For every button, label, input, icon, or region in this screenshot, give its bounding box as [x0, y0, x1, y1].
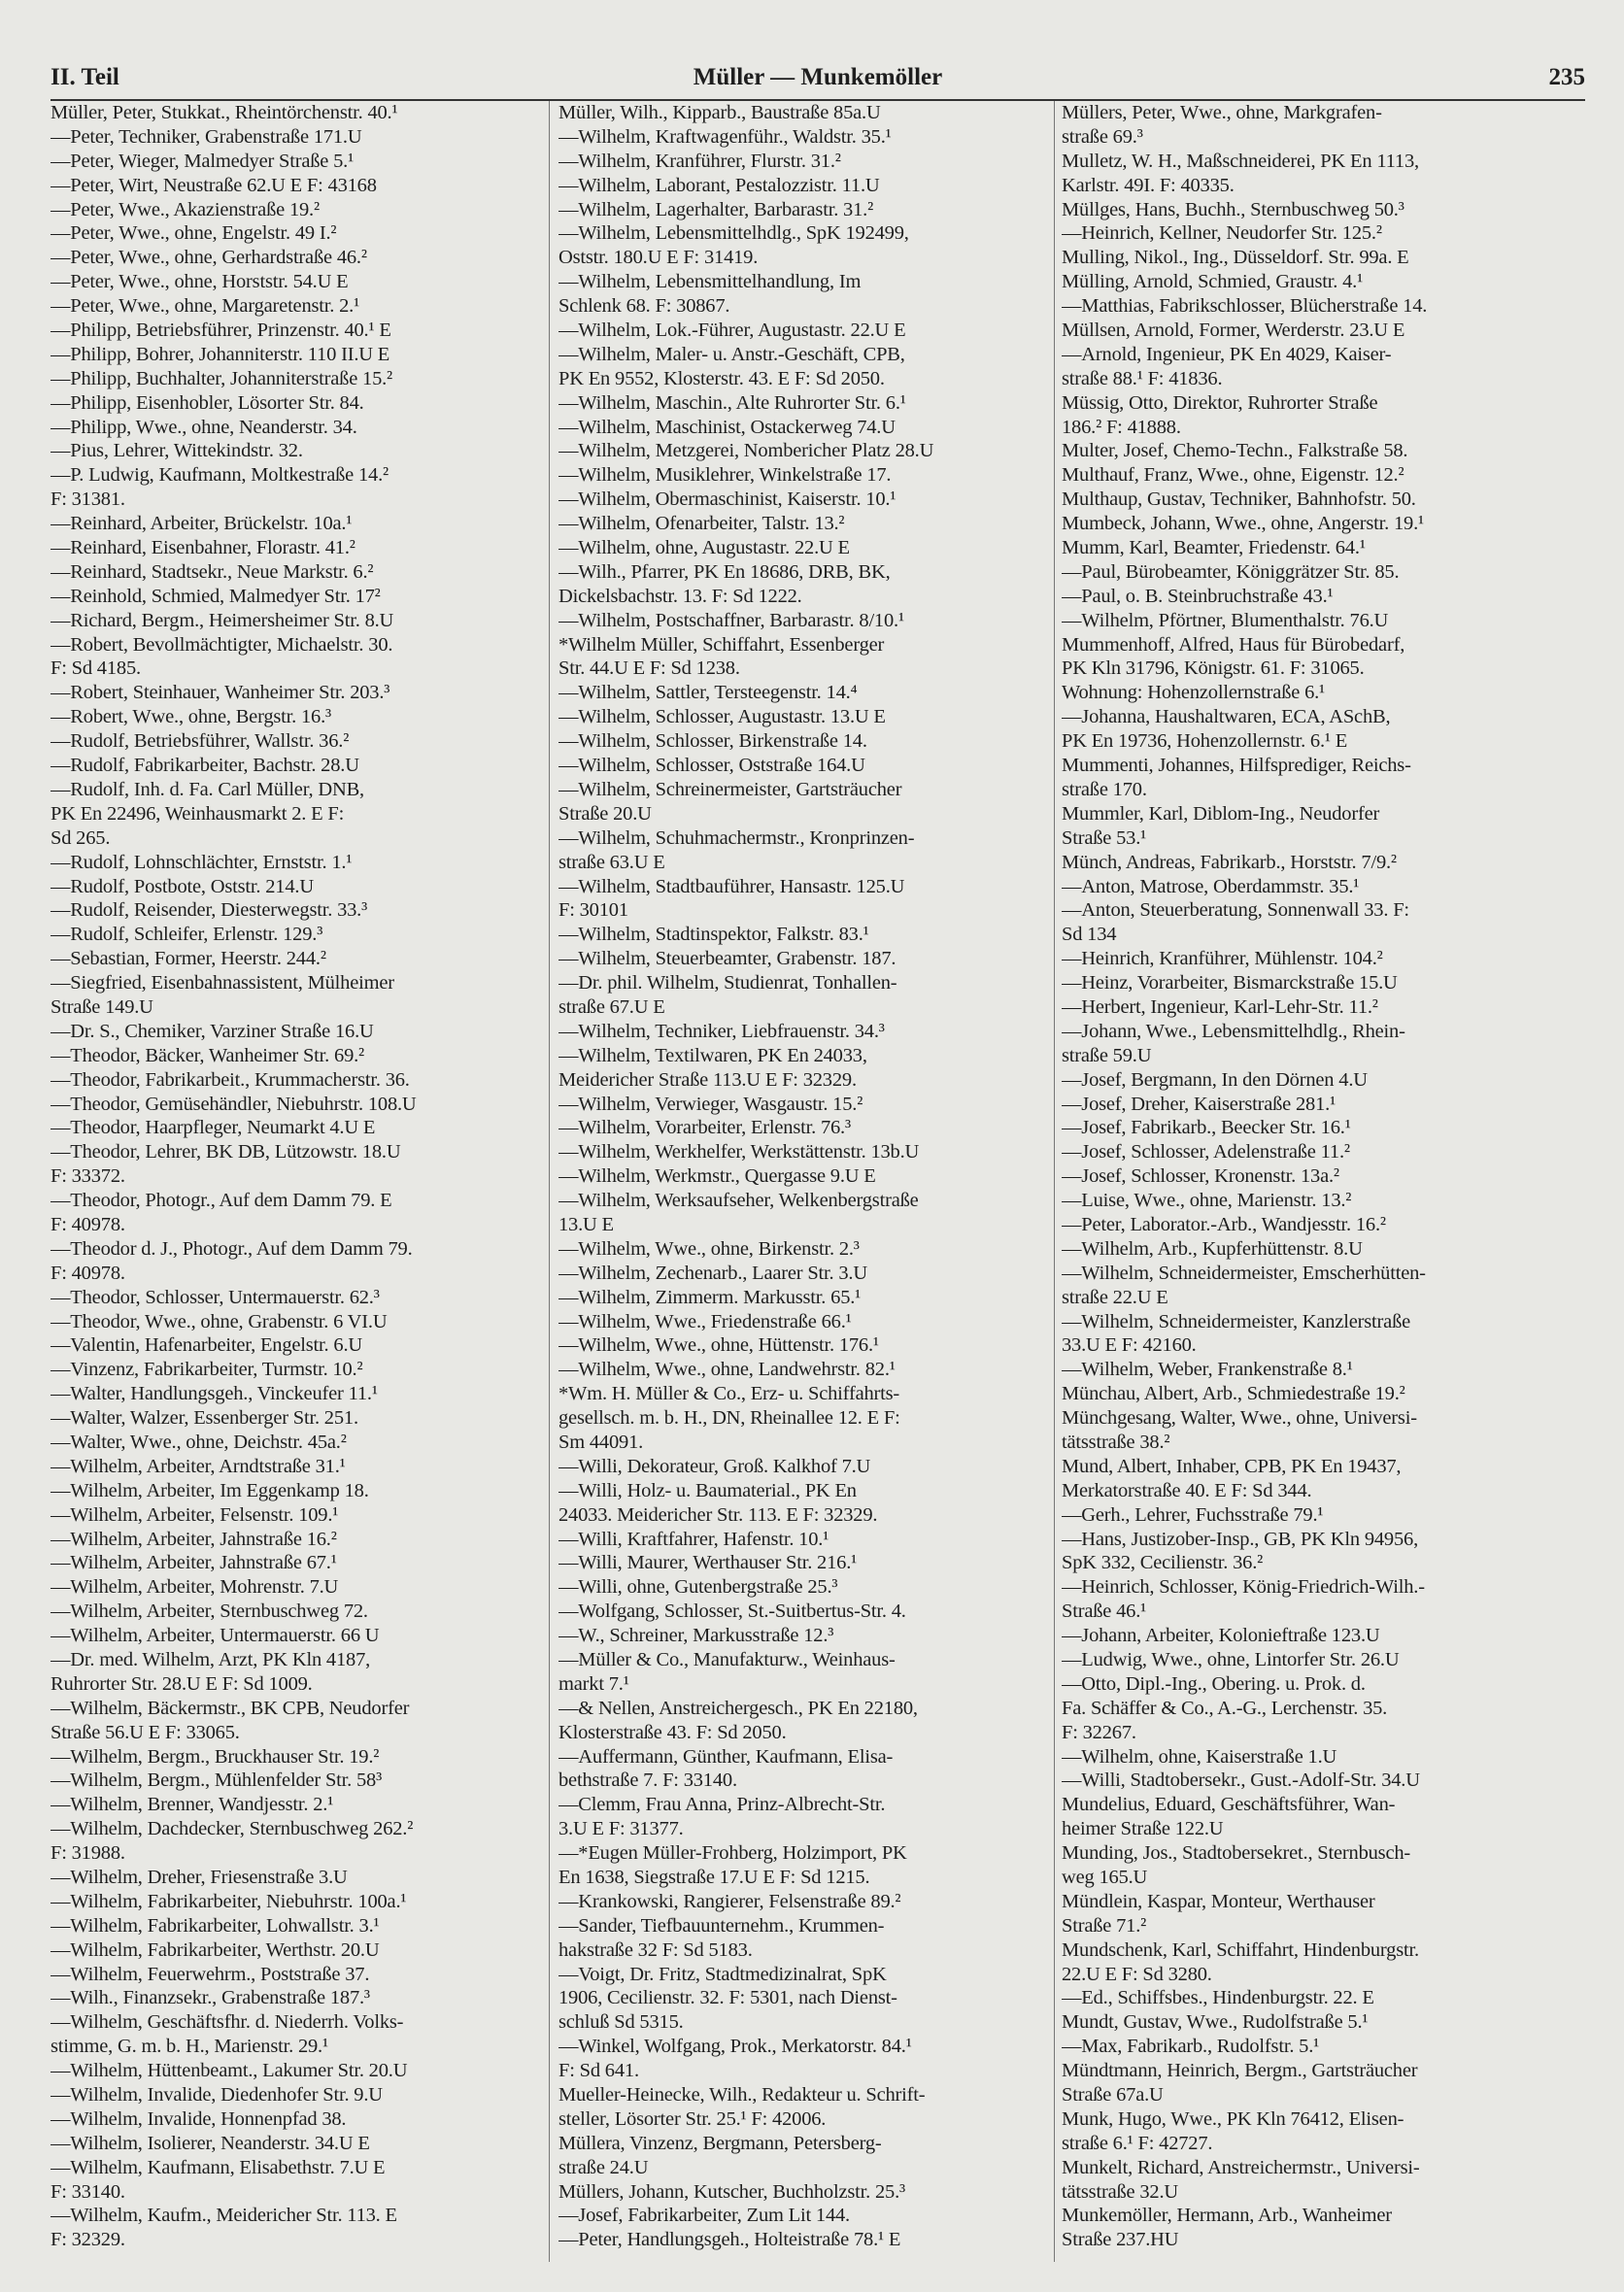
directory-entry-line: —Josef, Fabrikarb., Beecker Str. 16.¹ [1062, 1117, 1351, 1139]
directory-entry-line: —Wilhelm, Feuerwehrm., Poststraße 37. [51, 1963, 370, 1985]
directory-entry-line: Straße 20.U [558, 802, 652, 825]
directory-entry-line: —Ludwig, Wwe., ohne, Lintorfer Str. 26.U [1062, 1649, 1400, 1670]
directory-entry-line: —Robert, Wwe., ohne, Bergstr. 16.³ [51, 706, 331, 728]
directory-entry-line: Munkemöller, Hermann, Arb., Wanheimer [1062, 2205, 1392, 2227]
directory-entry-line: PK Kln 31796, Königstr. 61. F: 31065. [1062, 657, 1365, 680]
directory-entry-line: straße 6.¹ F: 42727. [1062, 2132, 1213, 2154]
directory-entry-line: —Peter, Wirt, Neustraße 62.U E F: 43168 [51, 174, 377, 196]
directory-entry-line: —Rudolf, Fabrikarbeiter, Bachstr. 28.U [51, 755, 359, 777]
directory-entry-line: —Wilhelm, Bergm., Mühlenfelder Str. 58³ [51, 1770, 383, 1792]
directory-entry-line: —Johanna, Haushaltwaren, ECA, ASchB, [1062, 706, 1391, 728]
directory-entry-line: —Johann, Wwe., Lebensmittelhdlg., Rhein- [1062, 1020, 1405, 1042]
directory-entry-line: —Theodor d. J., Photogr., Auf dem Damm 79. [51, 1237, 413, 1260]
directory-entry-line: —W., Schreiner, Markusstraße 12.³ [558, 1625, 834, 1647]
directory-entry-line: —Wilhelm, Bergm., Bruckhauser Str. 19.² [51, 1745, 380, 1768]
column-divider [549, 101, 550, 2262]
directory-entry-line: F: 40978. [51, 1213, 125, 1235]
directory-entry-line: Mumm, Karl, Beamter, Friedenstr. 64.¹ [1062, 537, 1366, 559]
directory-entry-line: Mundelius, Eduard, Geschäftsführer, Wan- [1062, 1794, 1396, 1816]
directory-entry-line: PK En 9552, Klosterstr. 43. E F: Sd 2050. [558, 367, 885, 389]
directory-entry-line: 1906, Cecilienstr. 32. F: 5301, nach Dienst- [558, 1987, 897, 2009]
directory-entry-line: *Wilhelm Müller, Schiffahrt, Essenberger [558, 633, 885, 656]
directory-entry-line: —Wilhelm, Arbeiter, Mohrenstr. 7.U [51, 1576, 339, 1599]
directory-entry-line: —P. Ludwig, Kaufmann, Moltkestraße 14.² [51, 464, 389, 487]
directory-entry-line: —Wilhelm, Wwe., ohne, Hüttenstr. 176.¹ [558, 1334, 879, 1357]
directory-entry-line: —Wilhelm, Musiklehrer, Winkelstraße 17. [558, 464, 892, 487]
directory-entry-line: —Theodor, Haarpfleger, Neumarkt 4.U E [51, 1117, 376, 1139]
directory-entry-line: Straße 149.U [51, 995, 153, 1018]
directory-entry-line: —Hans, Justizober-Insp., GB, PK Kln 94956, [1062, 1528, 1419, 1550]
directory-entry-line: Mummenhoff, Alfred, Haus für Bürobedarf, [1062, 633, 1405, 656]
directory-entry-line: Münch, Andreas, Fabrikarb., Horststr. 7/9.² [1062, 851, 1397, 873]
directory-entry-line: —Wilhelm, Zimmerm. Markusstr. 65.¹ [558, 1286, 862, 1308]
directory-entry-line: schluß Sd 5315. [558, 2011, 684, 2034]
directory-entry-line: —Josef, Bergmann, In den Dörnen 4.U [1062, 1068, 1368, 1091]
directory-entry-line: Schlenk 68. F: 30867. [558, 295, 730, 318]
directory-entry-line: —Wilhelm, Sattler, Tersteegenstr. 14.⁴ [558, 682, 858, 704]
directory-entry-line: —Josef, Fabrikarbeiter, Zum Lit 144. [558, 2205, 850, 2227]
directory-entry-line: Müller, Peter, Stukkat., Rheintörchenstr. 40.¹ [51, 102, 398, 123]
directory-entry-line: —Rudolf, Reisender, Diesterwegstr. 33.³ [51, 899, 368, 922]
directory-entry-line: —Wilhelm, Lagerhalter, Barbarastr. 31.² [558, 198, 874, 220]
directory-entry-line: —Philipp, Wwe., ohne, Neanderstr. 34. [51, 416, 357, 438]
directory-entry-line: Multhaup, Gustav, Techniker, Bahnhofstr. 50. [1062, 489, 1416, 511]
directory-entry-line: Mulling, Nikol., Ing., Düsseldorf. Str. 99a. E [1062, 247, 1409, 269]
directory-column-3 [1062, 101, 1586, 2252]
directory-entry-line: —Wilhelm, Maschin., Alte Ruhrorter Str. 6.¹ [558, 391, 906, 414]
directory-entry-line: —Reinhard, Stadtsekr., Neue Markstr. 6.² [51, 560, 374, 583]
directory-entry-line: Mumbeck, Johann, Wwe., ohne, Angerstr. 19.¹ [1062, 513, 1424, 535]
directory-entry-line: —Wilhelm, Steuerbeamter, Grabenstr. 187. [558, 948, 897, 970]
directory-entry-line: —Wilhelm, Ofenarbeiter, Talstr. 13.² [558, 513, 845, 535]
directory-entry-line: Müllges, Hans, Buchh., Sternbuschweg 50.³ [1062, 198, 1404, 220]
directory-entry-line: —Josef, Schlosser, Kronenstr. 13a.² [1062, 1165, 1339, 1188]
directory-entry-line: —Rudolf, Betriebsführer, Wallstr. 36.² [51, 730, 350, 753]
directory-entry-line: —Wilhelm, Obermaschinist, Kaiserstr. 10.¹ [558, 489, 897, 511]
directory-entry-line: Straße 67a.U [1062, 2084, 1164, 2107]
directory-entry-line: 24033. Meidericher Str. 113. E F: 32329. [558, 1503, 878, 1526]
directory-entry-line: —Max, Fabrikarb., Rudolfstr. 5.¹ [1062, 2036, 1320, 2058]
directory-entry-line: —Auffermann, Günther, Kaufmann, Elisa- [558, 1745, 894, 1768]
directory-entry-line: straße 88.¹ F: 41836. [1062, 367, 1223, 389]
directory-entry-line: —Wilhelm, Geschäftsfhr. d. Niederrh. Volks- [51, 2011, 404, 2034]
directory-entry-line: —Willi, Holz- u. Baumaterial., PK En [558, 1479, 857, 1501]
page-header [51, 60, 1585, 101]
directory-entry-line: 22.U E F: Sd 3280. [1062, 1963, 1212, 1985]
directory-entry-line: F: 30101 [558, 899, 628, 922]
directory-entry-line: —Paul, Bürobeamter, Königgrätzer Str. 85. [1062, 560, 1400, 583]
directory-entry-line: SpK 332, Cecilienstr. 36.² [1062, 1552, 1264, 1574]
directory-entry-line: —& Nellen, Anstreichergesch., PK En 22180, [558, 1697, 918, 1719]
directory-entry-line: Müllera, Vinzenz, Bergmann, Petersberg- [558, 2132, 882, 2154]
directory-entry-line: straße 24.U [558, 2156, 649, 2178]
directory-entry-line: —Heinrich, Kellner, Neudorfer Str. 125.² [1062, 222, 1382, 245]
directory-entry-line: —Rudolf, Postbote, Oststr. 214.U [51, 875, 314, 897]
directory-entry-line: —Peter, Wwe., Akazienstraße 19.² [51, 198, 320, 220]
directory-entry-line: Mummler, Karl, Diblom-Ing., Neudorfer [1062, 802, 1380, 825]
directory-entry-line: —Rudolf, Schleifer, Erlenstr. 129.³ [51, 924, 323, 946]
directory-entry-line: —Rudolf, Lohnschlächter, Ernststr. 1.¹ [51, 851, 353, 873]
directory-entry-line: —Wilhelm, Bäckermstr., BK CPB, Neudorfer [51, 1697, 410, 1719]
directory-entry-line: —Robert, Steinhauer, Wanheimer Str. 203.³ [51, 682, 390, 704]
directory-entry-line: —Valentin, Hafenarbeiter, Engelstr. 6.U [51, 1334, 362, 1357]
directory-entry-line: Mueller-Heinecke, Wilh., Redakteur u. Schrift- [558, 2084, 926, 2107]
directory-entry-line: —Ed., Schiffsbes., Hindenburgstr. 22. E [1062, 1987, 1374, 2009]
directory-entry-line: F: 31988. [51, 1842, 125, 1865]
directory-entry-line: —Dr. med. Wilhelm, Arzt, PK Kln 4187, [51, 1649, 371, 1670]
directory-entry-line: —Willi, Maurer, Werthauser Str. 216.¹ [558, 1552, 858, 1574]
directory-entry-line: —Wilhelm, Schuhmachermstr., Kronprinzen- [558, 826, 915, 849]
directory-entry-line: Mülling, Arnold, Schmied, Graustr. 4.¹ [1062, 271, 1364, 293]
directory-column-2 [558, 101, 1049, 2252]
directory-entry-line: F: 40978. [51, 1262, 125, 1284]
directory-entry-line: —Wilhelm, Werksaufseher, Welkenbergstraße [558, 1190, 919, 1212]
directory-entry-line: Mundschenk, Karl, Schiffahrt, Hindenburgstr. [1062, 1938, 1419, 1961]
directory-entry-line: —Heinz, Vorarbeiter, Bismarckstraße 15.U [1062, 972, 1398, 994]
directory-entry-line: Meidericher Straße 113.U E F: 32329. [558, 1068, 857, 1091]
directory-entry-line: —Wilhelm, Arbeiter, Jahnstraße 67.¹ [51, 1552, 337, 1574]
directory-entry-line: F: 33140. [51, 2180, 125, 2203]
directory-entry-line: —Müller & Co., Manufakturw., Weinhaus- [558, 1649, 896, 1670]
directory-entry-line: —Wilhelm, Textilwaren, PK En 24033, [558, 1044, 867, 1066]
directory-entry-line: —Wilhelm, Postschaffner, Barbarastr. 8/10.¹ [558, 609, 904, 631]
directory-entry-line: —Josef, Schlosser, Adelenstraße 11.² [1062, 1141, 1350, 1163]
directory-entry-line: Oststr. 180.U E F: 31419. [558, 247, 759, 269]
directory-entry-line: —Walter, Walzer, Essenberger Str. 251. [51, 1407, 358, 1430]
page-title: Müller — Munkemöller [693, 64, 943, 90]
directory-entry-line: Wohnung: Hohenzollernstraße 6.¹ [1062, 682, 1325, 704]
directory-entry-line: Müllers, Peter, Wwe., ohne, Markgrafen- [1062, 102, 1382, 123]
directory-entry-line: —Josef, Dreher, Kaiserstraße 281.¹ [1062, 1093, 1336, 1115]
directory-entry-line: Multer, Josef, Chemo-Techn., Falkstraße 58. [1062, 440, 1408, 462]
directory-entry-line: —Luise, Wwe., ohne, Marienstr. 13.² [1062, 1190, 1352, 1212]
directory-entry-line: —Arnold, Ingenieur, PK En 4029, Kaiser- [1062, 343, 1392, 365]
directory-entry-line: —Siegfried, Eisenbahnassistent, Mülheimer [51, 972, 394, 994]
directory-entry-line: F: 32329. [51, 2229, 125, 2251]
directory-entry-line: —Philipp, Betriebsführer, Prinzenstr. 40.¹ E [51, 320, 391, 342]
directory-entry-line: Munkelt, Richard, Anstreichermstr., Universi- [1062, 2156, 1420, 2178]
directory-entry-line: —Reinhard, Arbeiter, Brückelstr. 10a.¹ [51, 513, 353, 535]
directory-entry-line: —Pius, Lehrer, Wittekindstr. 32. [51, 440, 303, 462]
directory-entry-line: Karlstr. 49I. F: 40335. [1062, 174, 1235, 196]
directory-entry-line: —Wilhelm, Brenner, Wandjesstr. 2.¹ [51, 1794, 334, 1816]
page-number: 235 [1548, 64, 1585, 90]
directory-entry-line: —Wilhelm, Stadtinspektor, Falkstr. 83.¹ [558, 924, 869, 946]
directory-entry-line: En 1638, Siegstraße 17.U E F: Sd 1215. [558, 1867, 870, 1889]
directory-entry-line: —Wilhelm, Kranführer, Flurstr. 31.² [558, 150, 841, 172]
directory-entry-line: Mündtmann, Heinrich, Bergm., Gartsträucher [1062, 2060, 1418, 2082]
directory-entry-line: —Willi, Dekorateur, Groß. Kalkhof 7.U [558, 1455, 871, 1477]
directory-entry-line: F: 32267. [1062, 1721, 1136, 1743]
directory-entry-line: —Wilhelm, Invalide, Diedenhofer Str. 9.U [51, 2084, 383, 2107]
directory-entry-line: —Johann, Arbeiter, Kolonieftraße 123.U [1062, 1625, 1380, 1647]
directory-entry-line: straße 170. [1062, 778, 1147, 800]
directory-entry-line: —Heinrich, Schlosser, König-Friedrich-Wilh.- [1062, 1576, 1425, 1599]
directory-entry-line: Straße 71.² [1062, 1914, 1147, 1937]
directory-entry-line: 33.U E F: 42160. [1062, 1334, 1197, 1357]
directory-entry-line: —Dr. S., Chemiker, Varziner Straße 16.U [51, 1020, 374, 1042]
directory-entry-line: —Wilhelm, Arb., Kupferhüttenstr. 8.U [1062, 1237, 1363, 1260]
directory-entry-line: straße 69.³ [1062, 125, 1143, 148]
directory-entry-line: Str. 44.U E F: Sd 1238. [558, 657, 740, 680]
directory-entry-line: —Wilhelm, Schreinermeister, Gartsträucher [558, 778, 902, 800]
directory-entry-line: —Peter, Wieger, Malmedyer Straße 5.¹ [51, 150, 355, 172]
directory-entry-line: tätsstraße 38.² [1062, 1431, 1170, 1453]
directory-entry-line: —Wilhelm, Arbeiter, Arndtstraße 31.¹ [51, 1455, 346, 1477]
directory-entry-line: —Theodor, Bäcker, Wanheimer Str. 69.² [51, 1044, 364, 1066]
directory-entry-line: F: 31381. [51, 489, 125, 511]
directory-entry-line: Munk, Hugo, Wwe., PK Kln 76412, Elisen- [1062, 2107, 1404, 2130]
directory-entry-line: —Walter, Wwe., ohne, Deichstr. 45a.² [51, 1431, 347, 1453]
directory-entry-line: —Wilhelm, Wwe., ohne, Birkenstr. 2.³ [558, 1237, 860, 1260]
directory-entry-line: stimme, G. m. b. H., Marienstr. 29.¹ [51, 2036, 328, 2058]
directory-entry-line: Sd 265. [51, 826, 111, 849]
directory-entry-line: hakstraße 32 F: Sd 5183. [558, 1938, 753, 1961]
directory-entry-line: Münchgesang, Walter, Wwe., ohne, Universi- [1062, 1407, 1417, 1430]
directory-entry-line: 3.U E F: 31377. [558, 1818, 684, 1840]
directory-entry-line: —Wilhelm, Werkmstr., Quergasse 9.U E [558, 1165, 876, 1188]
directory-entry-line: —Dr. phil. Wilhelm, Studienrat, Tonhallen- [558, 972, 897, 994]
directory-entry-line: —Wilhelm, ohne, Kaiserstraße 1.U [1062, 1745, 1337, 1768]
directory-entry-line: 186.² F: 41888. [1062, 416, 1181, 438]
directory-entry-line: Merkatorstraße 40. E F: Sd 344. [1062, 1479, 1312, 1501]
directory-entry-line: —Wilhelm, Arbeiter, Untermauerstr. 66 U [51, 1625, 380, 1647]
directory-entry-line: —Wilh., Finanzsekr., Grabenstraße 187.³ [51, 1987, 370, 2009]
directory-entry-line: —Clemm, Frau Anna, Prinz-Albrecht-Str. [558, 1794, 886, 1816]
directory-entry-line: markt 7.¹ [558, 1672, 629, 1695]
directory-entry-line: Fa. Schäffer & Co., A.-G., Lerchenstr. 35. [1062, 1697, 1388, 1719]
directory-entry-line: F: Sd 641. [558, 2060, 639, 2082]
directory-entry-line: Multhauf, Franz, Wwe., ohne, Eigenstr. 12.² [1062, 464, 1404, 487]
directory-entry-line: —Wilhelm, Dreher, Friesenstraße 3.U [51, 1867, 348, 1889]
directory-entry-line: PK En 22496, Weinhausmarkt 2. E F: [51, 802, 345, 825]
directory-entry-line: —Reinhold, Schmied, Malmedyer Str. 17² [51, 585, 381, 607]
directory-entry-line: —Peter, Wwe., ohne, Gerhardstraße 46.² [51, 247, 367, 269]
directory-entry-line: —Paul, o. B. Steinbruchstraße 43.¹ [1062, 585, 1334, 607]
directory-entry-line: Straße 46.¹ [1062, 1601, 1147, 1623]
directory-entry-line: Müllers, Johann, Kutscher, Buchholzstr. 25.³ [558, 2180, 905, 2203]
directory-entry-line: —Sebastian, Former, Heerstr. 244.² [51, 948, 326, 970]
directory-entry-line: —Theodor, Gemüsehändler, Niebuhrstr. 108.U [51, 1093, 417, 1115]
directory-entry-line: —Wilhelm, Fabrikarbeiter, Lohwallstr. 3.¹ [51, 1914, 380, 1937]
directory-entry-line: —Matthias, Fabrikschlosser, Blücherstraße 14. [1062, 295, 1428, 318]
directory-entry-line: tätsstraße 32.U [1062, 2180, 1178, 2203]
directory-entry-line: bethstraße 7. F: 33140. [558, 1770, 737, 1792]
directory-entry-line: —Voigt, Dr. Fritz, Stadtmedizinalrat, SpK [558, 1963, 887, 1985]
directory-entry-line: —Wilhelm, Verwieger, Wasgaustr. 15.² [558, 1093, 863, 1115]
directory-entry-line: —Wilhelm, Werkhelfer, Werkstättenstr. 13b.U [558, 1141, 920, 1163]
directory-entry-line: weg 165.U [1062, 1867, 1148, 1889]
directory-entry-line: —Willi, Kraftfahrer, Hafenstr. 10.¹ [558, 1528, 829, 1550]
directory-entry-line: straße 67.U E [558, 995, 665, 1018]
directory-entry-line: Klosterstraße 43. F: Sd 2050. [558, 1721, 787, 1743]
column-divider [1054, 101, 1055, 2262]
directory-entry-line: —Wilhelm, Isolierer, Neanderstr. 34.U E [51, 2132, 370, 2154]
directory-entry-line: —Wilhelm, Lebensmittelhandlung, Im [558, 271, 862, 293]
directory-entry-line: —Wilhelm, Wwe., Friedenstraße 66.¹ [558, 1310, 852, 1332]
directory-entry-line: Dickelsbachstr. 13. F: Sd 1222. [558, 585, 802, 607]
directory-entry-line: Mundt, Gustav, Wwe., Rudolfstraße 5.¹ [1062, 2011, 1369, 2034]
directory-entry-line: —Wilhelm, Kaufm., Meidericher Str. 113. E [51, 2205, 397, 2227]
directory-entry-line: —Wilhelm, Metzgerei, Nombericher Platz 28.U [558, 440, 934, 462]
directory-entry-line: Mund, Albert, Inhaber, CPB, PK En 19437, [1062, 1455, 1402, 1477]
directory-entry-line: —Gerh., Lehrer, Fuchsstraße 79.¹ [1062, 1503, 1324, 1526]
directory-entry-line: —Wilhelm, Hüttenbeamt., Lakumer Str. 20.U [51, 2060, 408, 2082]
directory-entry-line: —Philipp, Buchhalter, Johanniterstraße 15.² [51, 367, 392, 389]
directory-entry-line: —Theodor, Photogr., Auf dem Damm 79. E [51, 1190, 392, 1212]
directory-entry-line: —Wilhelm, Stadtbauführer, Hansastr. 125.U [558, 875, 905, 897]
directory-entry-line: steller, Lösorter Str. 25.¹ F: 42006. [558, 2107, 827, 2130]
section-label: II. Teil [51, 64, 119, 90]
directory-entry-line: —Wilhelm, Fabrikarbeiter, Niebuhrstr. 100a.¹ [51, 1890, 407, 1912]
directory-entry-line: —Wilhelm, Pförtner, Blumenthalstr. 76.U [1062, 609, 1389, 631]
directory-entry-line: —Sander, Tiefbauunternehm., Krummen- [558, 1914, 885, 1937]
directory-entry-line: —Vinzenz, Fabrikarbeiter, Turmstr. 10.² [51, 1359, 363, 1381]
directory-entry-line: —Robert, Bevollmächtigter, Michaelstr. 30. [51, 633, 393, 656]
directory-entry-line: —Philipp, Eisenhobler, Lösorter Str. 84. [51, 391, 364, 414]
directory-entry-line: F: Sd 4185. [51, 657, 141, 680]
directory-entry-line: —Wilhelm, Lok.-Führer, Augustastr. 22.U E [558, 320, 906, 342]
directory-entry-line: straße 59.U [1062, 1044, 1152, 1066]
directory-entry-line: Mündlein, Kaspar, Monteur, Werthauser [1062, 1890, 1375, 1912]
directory-entry-line: F: 33372. [51, 1165, 125, 1188]
directory-entry-line: —Peter, Laborator.-Arb., Wandjesstr. 16.² [1062, 1213, 1386, 1235]
directory-entry-line: —Wilhelm, Techniker, Liebfrauenstr. 34.³ [558, 1020, 885, 1042]
directory-entry-line: —Walter, Handlungsgeh., Vinckeufer 11.¹ [51, 1383, 378, 1405]
directory-entry-line: Sm 44091. [558, 1431, 644, 1453]
directory-entry-line: Ruhrorter Str. 28.U E F: Sd 1009. [51, 1672, 313, 1695]
directory-entry-line: heimer Straße 122.U [1062, 1818, 1224, 1840]
directory-entry-line: —Wilhelm, Zechenarb., Laarer Str. 3.U [558, 1262, 867, 1284]
directory-entry-line: —Wilhelm, Vorarbeiter, Erlenstr. 76.³ [558, 1117, 851, 1139]
directory-entry-line: Straße 53.¹ [1062, 826, 1147, 849]
directory-entry-line: Straße 56.U E F: 33065. [51, 1721, 240, 1743]
directory-entry-line: Müssig, Otto, Direktor, Ruhrorter Straße [1062, 391, 1378, 414]
directory-entry-line: —Wilhelm, Schlosser, Oststraße 164.U [558, 755, 865, 777]
directory-entry-line: —Anton, Matrose, Oberdammstr. 35.¹ [1062, 875, 1360, 897]
directory-entry-line: straße 63.U E [558, 851, 665, 873]
directory-entry-line: —Otto, Dipl.-Ing., Obering. u. Prok. d. [1062, 1672, 1366, 1695]
directory-entry-line: —Wilhelm, Arbeiter, Jahnstraße 16.² [51, 1528, 337, 1550]
directory-entry-line: Straße 237.HU [1062, 2229, 1179, 2251]
directory-column-1 [51, 101, 541, 2252]
directory-entry-line: —Peter, Wwe., ohne, Engelstr. 49 I.² [51, 222, 337, 245]
directory-entry-line: —Wilh., Pfarrer, PK En 18686, DRB, BK, [558, 560, 891, 583]
directory-entry-line: Münchau, Albert, Arb., Schmiedestraße 19.² [1062, 1383, 1405, 1405]
directory-entry-line: —Wilhelm, Wwe., ohne, Landwehrstr. 82.¹ [558, 1359, 896, 1381]
directory-entry-line: straße 22.U E [1062, 1286, 1168, 1308]
directory-entry-line: —Krankowski, Rangierer, Felsenstraße 89.² [558, 1890, 901, 1912]
directory-entry-line: —Wilhelm, Arbeiter, Im Eggenkamp 18. [51, 1479, 369, 1501]
directory-entry-line: —*Eugen Müller-Frohberg, Holzimport, PK [558, 1842, 907, 1865]
directory-entry-line: —Wilhelm, Schneidermeister, Emscherhütten- [1062, 1262, 1426, 1284]
directory-entry-line: PK En 19736, Hohenzollernstr. 6.¹ E [1062, 730, 1348, 753]
directory-entry-line: Müller, Wilh., Kipparb., Baustraße 85a.U [558, 102, 881, 123]
directory-entry-line: Mulletz, W. H., Maßschneiderei, PK En 1113, [1062, 150, 1419, 172]
directory-entry-line: —Theodor, Schlosser, Untermauerstr. 62.³ [51, 1286, 380, 1308]
directory-entry-line: 13.U E [558, 1213, 614, 1235]
directory-entry-line: —Wilhelm, Arbeiter, Sternbuschweg 72. [51, 1601, 368, 1623]
directory-entry-line: —Richard, Bergm., Heimersheimer Str. 8.U [51, 609, 394, 631]
directory-entry-line: —Heinrich, Kranführer, Mühlenstr. 104.² [1062, 948, 1383, 970]
directory-entry-line: —Wilhelm, Schlosser, Birkenstraße 14. [558, 730, 867, 753]
directory-entry-line: —Willi, ohne, Gutenbergstraße 25.³ [558, 1576, 838, 1599]
directory-entry-line: gesellsch. m. b. H., DN, Rheinallee 12. E F: [558, 1407, 900, 1430]
directory-entry-line: —Wilhelm, Kaufmann, Elisabethstr. 7.U E [51, 2156, 386, 2178]
directory-entry-line: —Peter, Handlungsgeh., Holteistraße 78.¹ E [558, 2229, 901, 2251]
directory-entry-line: —Wolfgang, Schlosser, St.-Suitbertus-Str. 4. [558, 1601, 906, 1623]
directory-entry-line: —Peter, Techniker, Grabenstraße 171.U [51, 125, 362, 148]
directory-entry-line: —Wilhelm, Lebensmittelhdlg., SpK 192499, [558, 222, 909, 245]
directory-entry-line: —Herbert, Ingenieur, Karl-Lehr-Str. 11.² [1062, 995, 1378, 1018]
directory-entry-line: —Rudolf, Inh. d. Fa. Carl Müller, DNB, [51, 778, 364, 800]
directory-entry-line: —Wilhelm, Kraftwagenführ., Waldstr. 35.¹ [558, 125, 892, 148]
directory-entry-line: —Wilhelm, Arbeiter, Felsenstr. 109.¹ [51, 1503, 339, 1526]
directory-entry-line: —Reinhard, Eisenbahner, Florastr. 41.² [51, 537, 355, 559]
directory-entry-line: *Wm. H. Müller & Co., Erz- u. Schiffahrts- [558, 1383, 900, 1405]
directory-entry-line: —Theodor, Wwe., ohne, Grabenstr. 6 VI.U [51, 1310, 388, 1332]
directory-entry-line: Mummenti, Johannes, Hilfsprediger, Reichs- [1062, 755, 1411, 777]
directory-entry-line: —Anton, Steuerberatung, Sonnenwall 33. F: [1062, 899, 1409, 922]
directory-entry-line: Munding, Jos., Stadtobersekret., Sternbusch- [1062, 1842, 1411, 1865]
directory-entry-line: —Theodor, Lehrer, BK DB, Lützowstr. 18.U [51, 1141, 401, 1163]
directory-entry-line: —Wilhelm, Schneidermeister, Kanzlerstraße [1062, 1310, 1411, 1332]
directory-entry-line: —Peter, Wwe., ohne, Margaretenstr. 2.¹ [51, 295, 360, 318]
directory-entry-line: —Theodor, Fabrikarbeit., Krummacherstr. 36. [51, 1068, 410, 1091]
directory-entry-line: —Peter, Wwe., ohne, Horststr. 54.U E [51, 271, 349, 293]
directory-entry-line: —Wilhelm, Laborant, Pestalozzistr. 11.U [558, 174, 880, 196]
directory-entry-line: —Wilhelm, Invalide, Honnenpfad 38. [51, 2107, 347, 2130]
directory-entry-line: —Winkel, Wolfgang, Prok., Merkatorstr. 84.¹ [558, 2036, 912, 2058]
directory-entry-line: —Wilhelm, Fabrikarbeiter, Werthstr. 20.U [51, 1938, 380, 1961]
directory-entry-line: —Willi, Stadtobersekr., Gust.-Adolf-Str. 34.U [1062, 1770, 1420, 1792]
directory-entry-line: —Philipp, Bohrer, Johanniterstr. 110 II.U E [51, 343, 390, 365]
directory-entry-line: —Wilhelm, ohne, Augustastr. 22.U E [558, 537, 850, 559]
directory-entry-line: —Wilhelm, Maler- u. Anstr.-Geschäft, CPB, [558, 343, 905, 365]
directory-entry-line: —Wilhelm, Schlosser, Augustastr. 13.U E [558, 706, 886, 728]
directory-entry-line: Sd 134 [1062, 924, 1117, 946]
directory-entry-line: Müllsen, Arnold, Former, Werderstr. 23.U E [1062, 320, 1405, 342]
directory-entry-line: —Wilhelm, Dachdecker, Sternbuschweg 262.² [51, 1818, 414, 1840]
directory-entry-line: —Wilhelm, Maschinist, Ostackerweg 74.U [558, 416, 896, 438]
directory-entry-line: —Wilhelm, Weber, Frankenstraße 8.¹ [1062, 1359, 1353, 1381]
